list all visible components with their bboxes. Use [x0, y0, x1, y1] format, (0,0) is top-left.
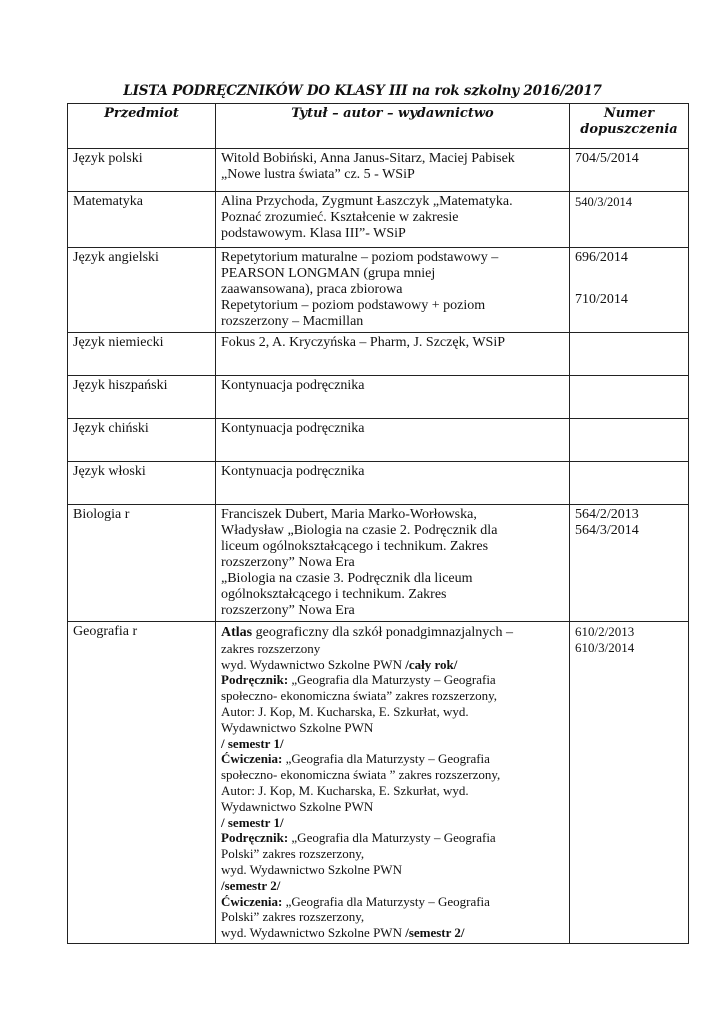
- approval-number: 610/3/2014: [575, 639, 635, 655]
- subject-cell: Geografia r: [68, 622, 216, 944]
- title-cell: [216, 376, 570, 419]
- table-row: [68, 376, 689, 419]
- subject-cell: Język niemiecki: [68, 333, 216, 376]
- text-line: Autor: J. Kop, M. Kucharska, E. Szkurłat, wyd.: [221, 703, 469, 719]
- text-line: Alina Przychoda, Zygmunt Łaszczyk „Matematyka.: [221, 194, 513, 209]
- title-cell: [216, 419, 570, 462]
- text-line: podstawowym. Klasa III”- WSiP: [221, 226, 406, 241]
- text-line: Repetytorium – poziom podstawowy + poziom: [221, 298, 486, 313]
- header-number: Numer dopuszczenia: [570, 104, 689, 149]
- number-cell: [570, 622, 689, 944]
- text-line: Repetytorium maturalne – poziom podstawowy –: [221, 250, 499, 265]
- table-row: [68, 333, 689, 376]
- title-cell: [216, 462, 570, 505]
- text-line: /semestr 2/: [221, 877, 281, 893]
- title-cell: [216, 149, 570, 192]
- text-line: Atlas geograficzny dla szkół ponadgimnazjalnych –: [221, 625, 513, 640]
- text-line: wyd. Wydawnictwo Szkolne PWN: [221, 861, 402, 877]
- approval-number: 704/5/2014: [575, 151, 639, 166]
- subject-cell: Język angielski: [68, 248, 216, 333]
- table-row: [68, 248, 689, 333]
- text-line: rozszerzony” Nowa Era: [221, 603, 355, 618]
- text-line: Władysław „Biologia na czasie 2. Podręcznik dla: [221, 523, 498, 538]
- text-line: Franciszek Dubert, Maria Marko-Worłowska,: [221, 507, 477, 522]
- title-cell: [216, 333, 570, 376]
- text-line: społeczno- ekonomiczna świata ” zakres rozszerzony,: [221, 767, 501, 783]
- table-row: [68, 149, 689, 192]
- subject-cell: Język włoski: [68, 462, 216, 505]
- text-line: Autor: J. Kop, M. Kucharska, E. Szkurłat, wyd.: [221, 782, 469, 798]
- number-cell: [570, 505, 689, 622]
- title-cell: [216, 622, 570, 944]
- number-cell: [570, 376, 689, 419]
- text-line: Polski” zakres rozszerzony,: [221, 909, 365, 925]
- approval-number: 540/3/2014: [575, 195, 632, 209]
- number-cell: [570, 192, 689, 248]
- text-line: liceum ogólnokształcącego i technikum. Zakres: [221, 539, 489, 554]
- subject-cell: Język polski: [68, 149, 216, 192]
- document-title: LISTA PODRĘCZNIKÓW DO KLASY III na rok szkolny 2016/2017: [123, 83, 602, 99]
- text-line: Wydawnictwo Szkolne PWN: [221, 719, 374, 735]
- text-line: Poznać zrozumieć. Kształcenie w zakresie: [221, 210, 459, 225]
- subject-cell: Biologia r: [68, 505, 216, 622]
- approval-number: 696/2014: [575, 250, 628, 265]
- text-line: PEARSON LONGMAN (grupa mniej: [221, 266, 436, 281]
- text-line: wyd. Wydawnictwo Szkolne PWN /semestr 2/: [221, 925, 465, 941]
- approval-number: 610/2/2013: [575, 624, 635, 639]
- table-row: [68, 192, 689, 248]
- text-line: Witold Bobiński, Anna Janus-Sitarz, Maciej Pabisek: [221, 151, 515, 166]
- number-cell: [570, 462, 689, 505]
- text-line: ogólnokształcącego i technikum. Zakres: [221, 587, 447, 602]
- subject-cell: Język hiszpański: [68, 376, 216, 419]
- text-line: / semestr 1/: [221, 735, 284, 751]
- number-cell: [570, 419, 689, 462]
- text-line: / semestr 1/: [221, 814, 284, 830]
- table-row: [68, 462, 689, 505]
- text-line: Podręcznik: „Geografia dla Maturzysty – Geografia: [221, 672, 496, 688]
- text-line: Wydawnictwo Szkolne PWN: [221, 798, 374, 814]
- header-subject: Przedmiot: [68, 104, 216, 149]
- header-title-author: Tytuł – autor – wydawnictwo: [216, 104, 570, 149]
- text-line: Fokus 2, A. Kryczyńska – Pharm, J. Szczęk, WSiP: [221, 335, 505, 350]
- text-line: Kontynuacja podręcznika: [221, 421, 365, 436]
- text-line: rozszerzony – Macmillan: [221, 314, 364, 329]
- approval-number: 710/2014: [575, 292, 628, 307]
- subject-cell: Matematyka: [68, 192, 216, 248]
- text-line: Podręcznik: „Geografia dla Maturzysty – Geografia: [221, 830, 496, 846]
- text-line: zakres rozszerzony: [221, 640, 321, 656]
- approval-number: 564/3/2014: [575, 523, 639, 538]
- title-cell: [216, 248, 570, 333]
- text-line: rozszerzony” Nowa Era: [221, 555, 355, 570]
- text-line: Kontynuacja podręcznika: [221, 464, 365, 479]
- header-row: [68, 104, 689, 149]
- text-line: zaawansowana), praca zbiorowa: [221, 282, 403, 297]
- text-line: społeczno- ekonomiczna świata” zakres rozszerzony,: [221, 688, 497, 704]
- table-row: [68, 622, 689, 944]
- text-line: „Biologia na czasie 3. Podręcznik dla liceum: [221, 571, 473, 586]
- number-cell: [570, 149, 689, 192]
- text-line: wyd. Wydawnictwo Szkolne PWN /cały rok/: [221, 656, 458, 672]
- text-line: Polski” zakres rozszerzony,: [221, 846, 365, 862]
- title-cell: [216, 192, 570, 248]
- number-cell: [570, 333, 689, 376]
- text-line: Ćwiczenia: „Geografia dla Maturzysty – Geografia: [221, 893, 490, 909]
- number-cell: [570, 248, 689, 333]
- text-line: Ćwiczenia: „Geografia dla Maturzysty – Geografia: [221, 751, 490, 767]
- textbook-table: [67, 103, 689, 944]
- subject-cell: Język chiński: [68, 419, 216, 462]
- text-line: Kontynuacja podręcznika: [221, 378, 365, 393]
- text-line: „Nowe lustra świata” cz. 5 - WSiP: [221, 167, 415, 182]
- table-row: [68, 505, 689, 622]
- approval-number: 564/2/2013: [575, 507, 639, 522]
- title-cell: [216, 505, 570, 622]
- table-row: [68, 419, 689, 462]
